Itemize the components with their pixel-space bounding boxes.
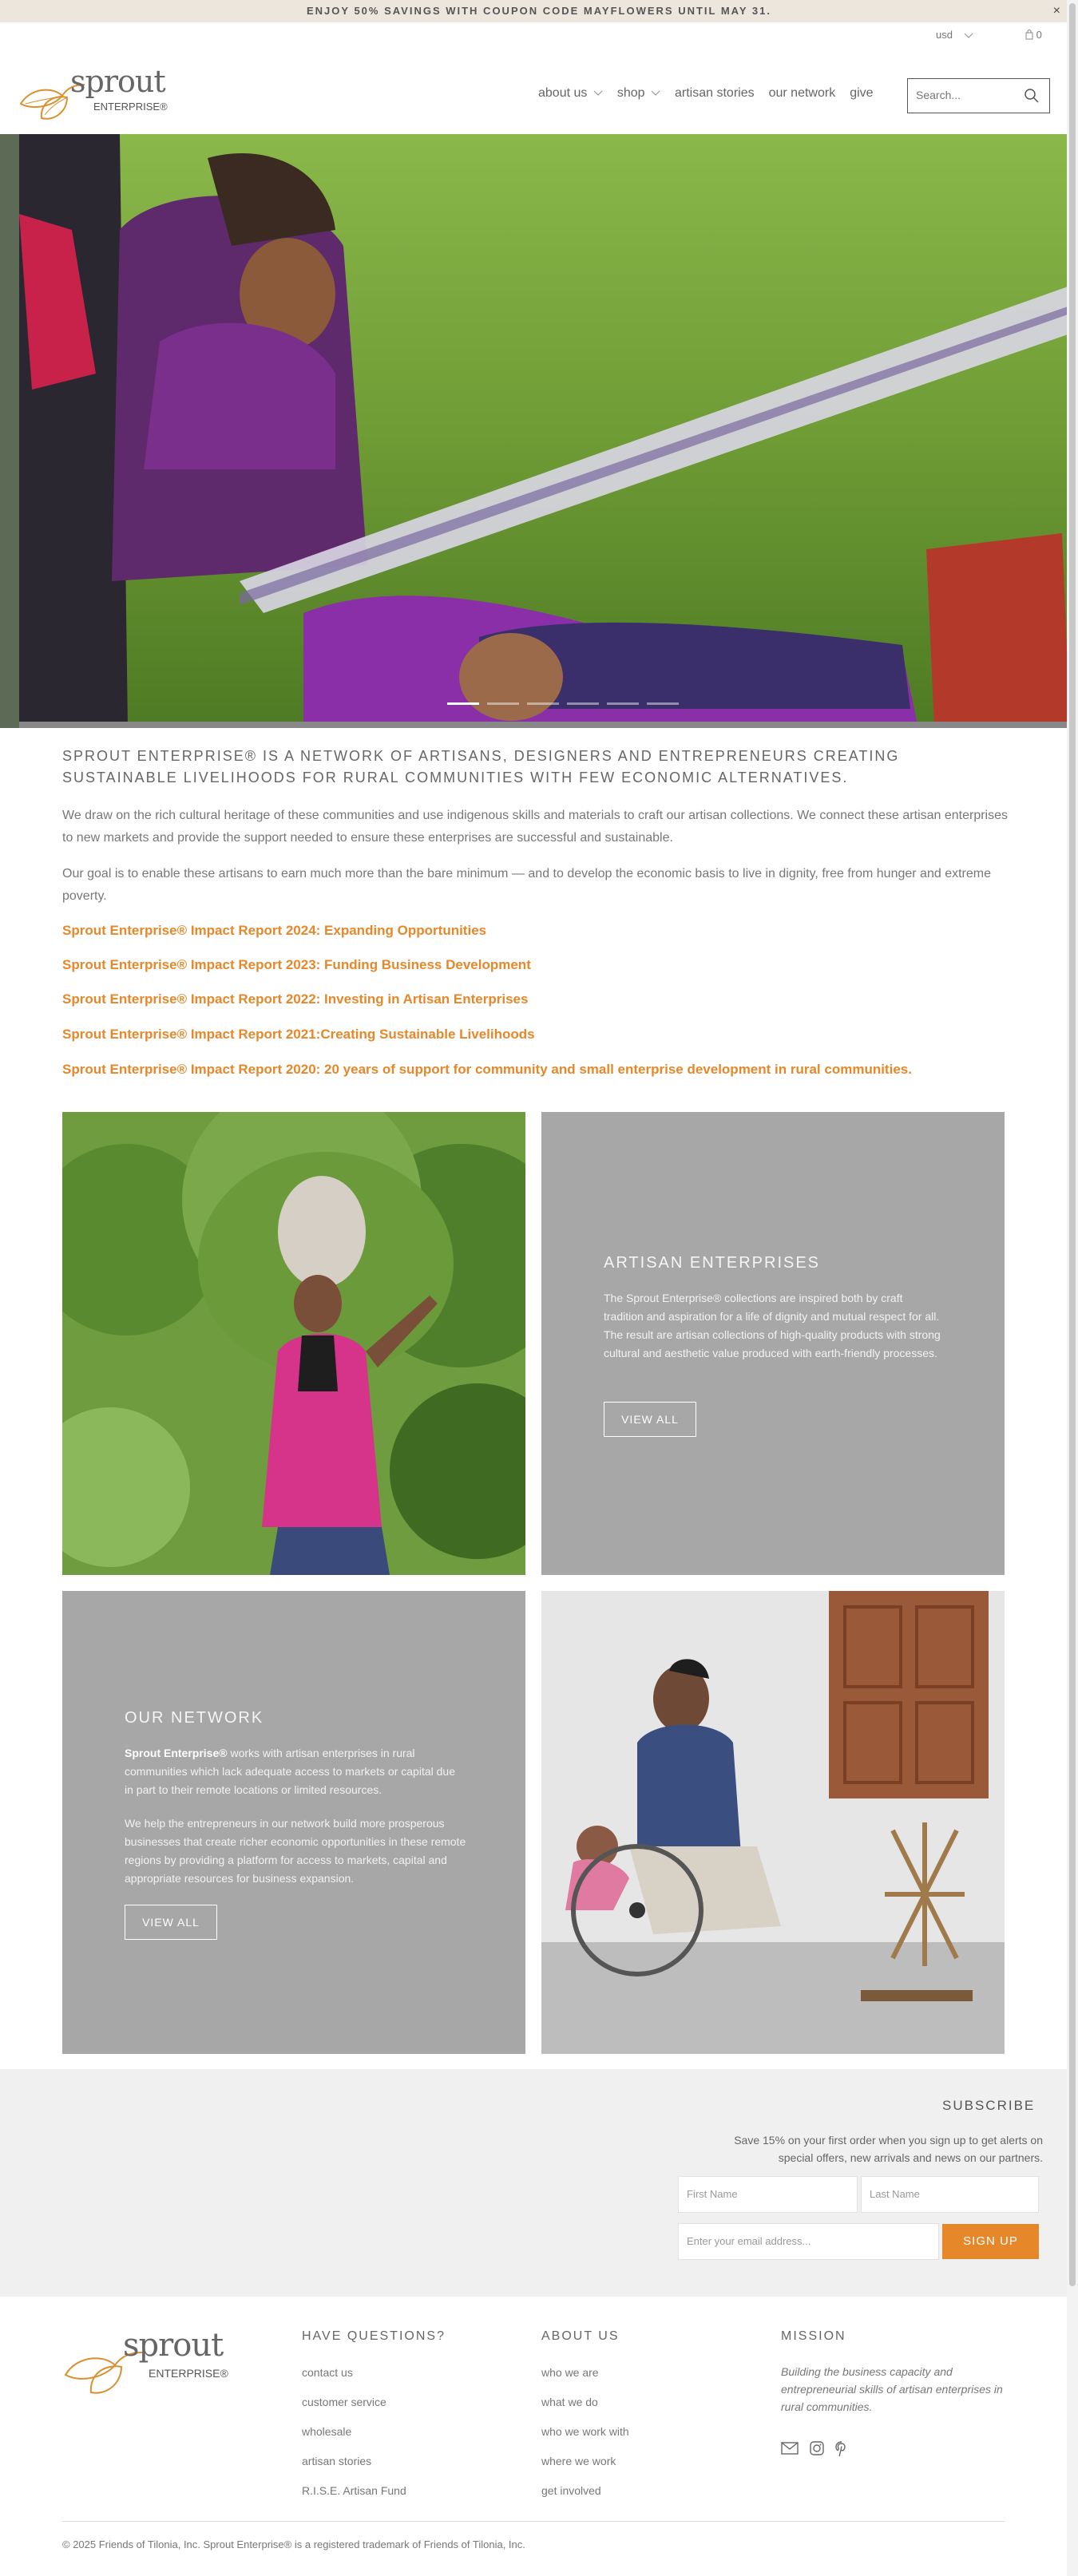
mission-text: Building the business capacity and entrepreneurial skills of artisan enterprises in rural communities. — [781, 2365, 1003, 2413]
slide-dot[interactable] — [647, 702, 679, 705]
currency-selector[interactable] — [936, 29, 973, 41]
slide-dot[interactable] — [527, 702, 559, 705]
nav-about-us[interactable]: about us — [538, 86, 603, 104]
woman-carrying-greens-image — [62, 1112, 525, 1575]
copyright-text: © 2025 Friends of Tilonia, Inc. Sprout Enterprise® is a registered trademark of Friends of Tilonia, Inc. — [62, 2538, 525, 2550]
bag-icon — [1025, 30, 1033, 40]
footer-link-wholesale[interactable]: wholesale — [302, 2425, 352, 2438]
network-photo — [541, 1591, 1005, 2054]
tile-text: We help the entrepreneurs in our network build more prosperous businesses that create richer economic opportunities in these remote regions by providing a platform for access to markets, capital and appropriate resources for business expansion. — [125, 1817, 466, 1885]
search-box — [907, 78, 1050, 113]
intro-heading: SPROUT ENTERPRISE® IS A NETWORK OF ARTISANS, DESIGNERS AND ENTREPRENEURS CREATING SUSTAINABLE LIVELIHOODS FOR RURAL COMMUNITIES WITH FEW ECONOMIC ALTERNATIVES. — [62, 748, 900, 785]
logo-sub: ENTERPRISE® — [93, 101, 168, 113]
email-field[interactable]: Enter your email address... — [678, 2223, 939, 2260]
footer-link-who-we-work-with[interactable]: who we work with — [541, 2425, 629, 2438]
intro-paragraph: We draw on the rich cultural heritage of these communities and use indigenous skills and materials to craft our artisan collections. We connect these artisan enterprises to new markets and provide the support needed to ensure these enterprises are successful and sustainable. — [62, 809, 1009, 845]
footer-link-artisan-stories[interactable]: artisan stories — [302, 2455, 372, 2467]
intro-paragraph: Our goal is to enable these artisans to earn much more than the bare minimum — and to develop the economic basis to live in dignity, free from hunger and extreme poverty. — [62, 867, 991, 903]
footer-link-get-involved[interactable]: get involved — [541, 2484, 601, 2497]
hero-slideshow[interactable] — [0, 134, 1078, 728]
main-nav — [538, 86, 874, 104]
footer-link-what-we-do[interactable]: what we do — [541, 2396, 598, 2408]
social-links — [781, 2441, 848, 2457]
report-link-2020[interactable]: Sprout Enterprise® Impact Report 2020: 20 years of support for community and small enterprise development in rural communities. — [62, 1062, 912, 1077]
our-network-tile — [62, 1591, 525, 2054]
tile-title: ARTISAN ENTERPRISES — [604, 1254, 821, 1272]
nav-shop[interactable]: shop — [617, 86, 660, 104]
footer-questions-title: HAVE QUESTIONS? — [302, 2329, 446, 2343]
hero-image — [0, 134, 1078, 728]
close-icon[interactable]: × — [1052, 4, 1060, 18]
footer-link-customer-service[interactable]: customer service — [302, 2396, 386, 2408]
artisan-photo — [62, 1112, 525, 1575]
footer-link-who-we-are[interactable]: who we are — [541, 2366, 599, 2379]
site-logo[interactable] — [18, 64, 168, 125]
chevron-down-icon — [651, 90, 660, 97]
announcement-text: ENJOY 50% SAVINGS WITH COUPON CODE MAYFLOWERS UNTIL MAY 31. — [307, 5, 771, 17]
last-name-field[interactable]: Last Name — [861, 2176, 1039, 2213]
slide-dot[interactable] — [447, 702, 479, 705]
email-icon[interactable] — [781, 2441, 799, 2455]
cart-button[interactable] — [1025, 29, 1042, 41]
slide-dot[interactable] — [607, 702, 639, 705]
search-icon[interactable] — [1024, 88, 1040, 104]
tile-text-lead: Sprout Enterprise® — [125, 1747, 228, 1759]
logo-word: sprout — [123, 2327, 224, 2364]
artisan-view-all-button[interactable]: VIEW ALL — [604, 1402, 696, 1437]
pinterest-icon[interactable] — [835, 2441, 848, 2457]
slide-dot[interactable] — [487, 702, 519, 705]
instagram-icon[interactable] — [810, 2441, 824, 2455]
search-input[interactable] — [916, 89, 1028, 101]
slide-dot[interactable] — [567, 702, 599, 705]
nav-artisan-stories[interactable]: artisan stories — [675, 86, 755, 100]
footer-divider — [62, 2521, 1005, 2522]
subscribe-title: SUBSCRIBE — [942, 2098, 1036, 2113]
tile-text: The Sprout Enterprise® collections are inspired both by craft tradition and aspiration for a life of dignity and mutual respect for all. The result are artisan collections of high-quality products with strong cultural and aesthetic value produced with earth-friendly processes. — [604, 1292, 941, 1359]
currency-label: usd — [936, 29, 953, 41]
slideshow-dots — [447, 702, 679, 705]
report-link-2023[interactable]: Sprout Enterprise® Impact Report 2023: Funding Business Development — [62, 957, 531, 972]
first-name-field[interactable]: First Name — [678, 2176, 858, 2213]
subscribe-text: Save 15% on your first order when you sign up to get alerts on special offers, new arrivals and news on our partners. — [734, 2134, 1043, 2164]
tile-text-body: works with artisan enterprises in rural communities which lack adequate access to markets or capital due in part to their remote locations or limited resources. — [125, 1747, 455, 1796]
network-view-all-button[interactable]: VIEW ALL — [125, 1905, 217, 1940]
nav-give[interactable]: give — [850, 86, 874, 100]
cart-count: 0 — [1036, 29, 1042, 41]
nav-our-network[interactable]: our network — [768, 86, 836, 100]
sign-up-button[interactable]: SIGN UP — [942, 2224, 1039, 2259]
logo-sub: ENTERPRISE® — [149, 2367, 228, 2380]
footer-link-where-we-work[interactable]: where we work — [541, 2455, 616, 2467]
father-and-baby-spinning-wheel-image — [541, 1591, 1005, 2054]
report-link-2024[interactable]: Sprout Enterprise® Impact Report 2024: Expanding Opportunities — [62, 923, 487, 938]
announcement-bar — [0, 0, 1078, 22]
tile-title: OUR NETWORK — [125, 1709, 264, 1727]
chevron-down-icon — [593, 90, 603, 97]
footer-logo[interactable] — [62, 2327, 238, 2399]
footer-link-contact-us[interactable]: contact us — [302, 2366, 353, 2379]
scrollbar-thumb[interactable] — [1069, 3, 1076, 2286]
footer-about-title: ABOUT US — [541, 2329, 620, 2343]
tile-text — [125, 1744, 466, 1799]
chevron-down-icon — [964, 33, 973, 39]
footer-mission-title: MISSION — [781, 2329, 846, 2343]
artisan-enterprises-tile — [541, 1112, 1005, 1575]
footer-link-rise-fund[interactable]: R.I.S.E. Artisan Fund — [302, 2484, 406, 2497]
report-link-2022[interactable]: Sprout Enterprise® Impact Report 2022: Investing in Artisan Enterprises — [62, 991, 529, 1007]
report-link-2021[interactable]: Sprout Enterprise® Impact Report 2021:Creating Sustainable Livelihoods — [62, 1027, 535, 1042]
logo-word: sprout — [70, 64, 165, 99]
